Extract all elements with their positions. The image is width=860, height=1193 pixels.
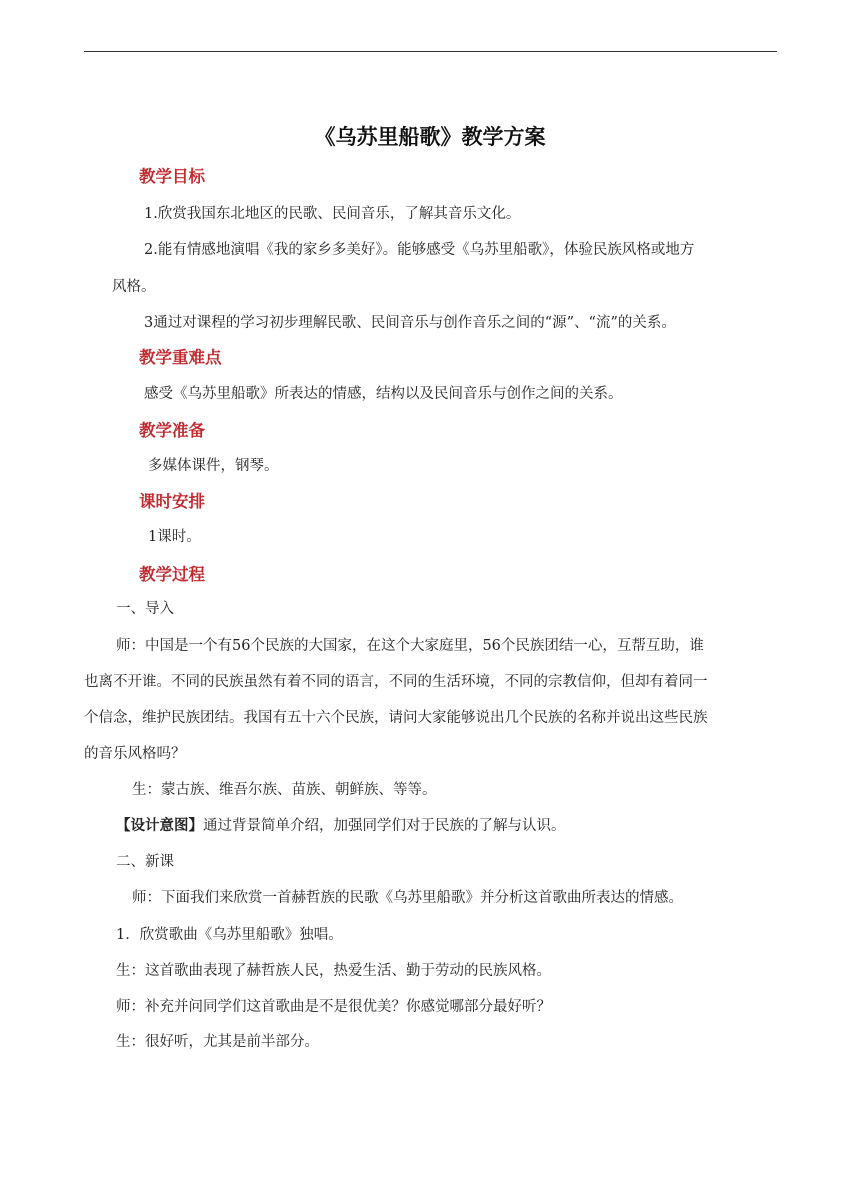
design-intent-label: 【设计意图】 [116, 817, 203, 834]
part2-title: 二、新课 [116, 854, 174, 870]
teacher-intro-line-3: 个信念，维护民族团结。我国有五十六个民族，请问大家能够说出几个民族的名称并说出这些民族 [84, 710, 708, 726]
teacher-intro-line-4: 的音乐风格吗？ [84, 746, 186, 762]
heading-goals: 教学目标 [139, 167, 205, 186]
step-1: 1．欣赏歌曲《乌苏里船歌》独唱。 [116, 927, 343, 943]
goal-item-3: 3通过对课程的学习初步理解民歌、民间音乐与创作音乐之间的“源”、“流”的关系。 [144, 315, 676, 331]
heading-preparation: 教学准备 [139, 421, 205, 440]
preparation-text: 多媒体课件，钢琴。 [148, 458, 279, 474]
goal-item-2-continued: 风格。 [112, 279, 156, 295]
heading-schedule: 课时安排 [139, 492, 205, 511]
part1-title: 一、导入 [116, 601, 174, 617]
teacher-intro-line-1: 师：中国是一个有56个民族的大国家，在这个大家庭里，56个民族团结一心，互帮互助，谁 [116, 638, 704, 654]
teacher-new-lesson: 师：下面我们来欣赏一首赫哲族的民歌《乌苏里船歌》并分析这首歌曲所表达的情感。 [132, 890, 683, 906]
heading-key-points: 教学重难点 [139, 348, 222, 367]
heading-process: 教学过程 [139, 565, 205, 584]
student-answer-1: 生：蒙古族、维吾尔族、苗族、朝鲜族、等等。 [132, 782, 437, 798]
key-points-text: 感受《乌苏里船歌》所表达的情感，结构以及民间音乐与创作之间的关系。 [144, 386, 623, 402]
design-intent-text: 通过背景简单介绍，加强同学们对于民族的了解与认识。 [203, 818, 566, 834]
student-answer-3: 生：很好听，尤其是前半部分。 [116, 1034, 319, 1050]
schedule-text: 1课时。 [148, 529, 201, 545]
teacher-intro-line-2: 也离不开谁。不同的民族虽然有着不同的语言，不同的生活环境，不同的宗教信仰，但却有着同一 [84, 674, 708, 690]
teacher-question: 师：补充并问同学们这首歌曲是不是很优美？你感觉哪部分最好听？ [116, 999, 551, 1015]
document-title: 《乌苏里船歌》教学方案 [314, 124, 546, 149]
goal-item-1: 1.欣赏我国东北地区的民歌、民间音乐，了解其音乐文化。 [144, 206, 521, 222]
header-rule [84, 51, 777, 52]
student-answer-2: 生：这首歌曲表现了赫哲族人民，热爱生活、勤于劳动的民族风格。 [116, 963, 551, 979]
design-intent [116, 816, 566, 836]
goal-item-2: 2.能有情感地演唱《我的家乡多美好》。能够感受《乌苏里船歌》，体验民族风格或地方 [144, 242, 695, 258]
